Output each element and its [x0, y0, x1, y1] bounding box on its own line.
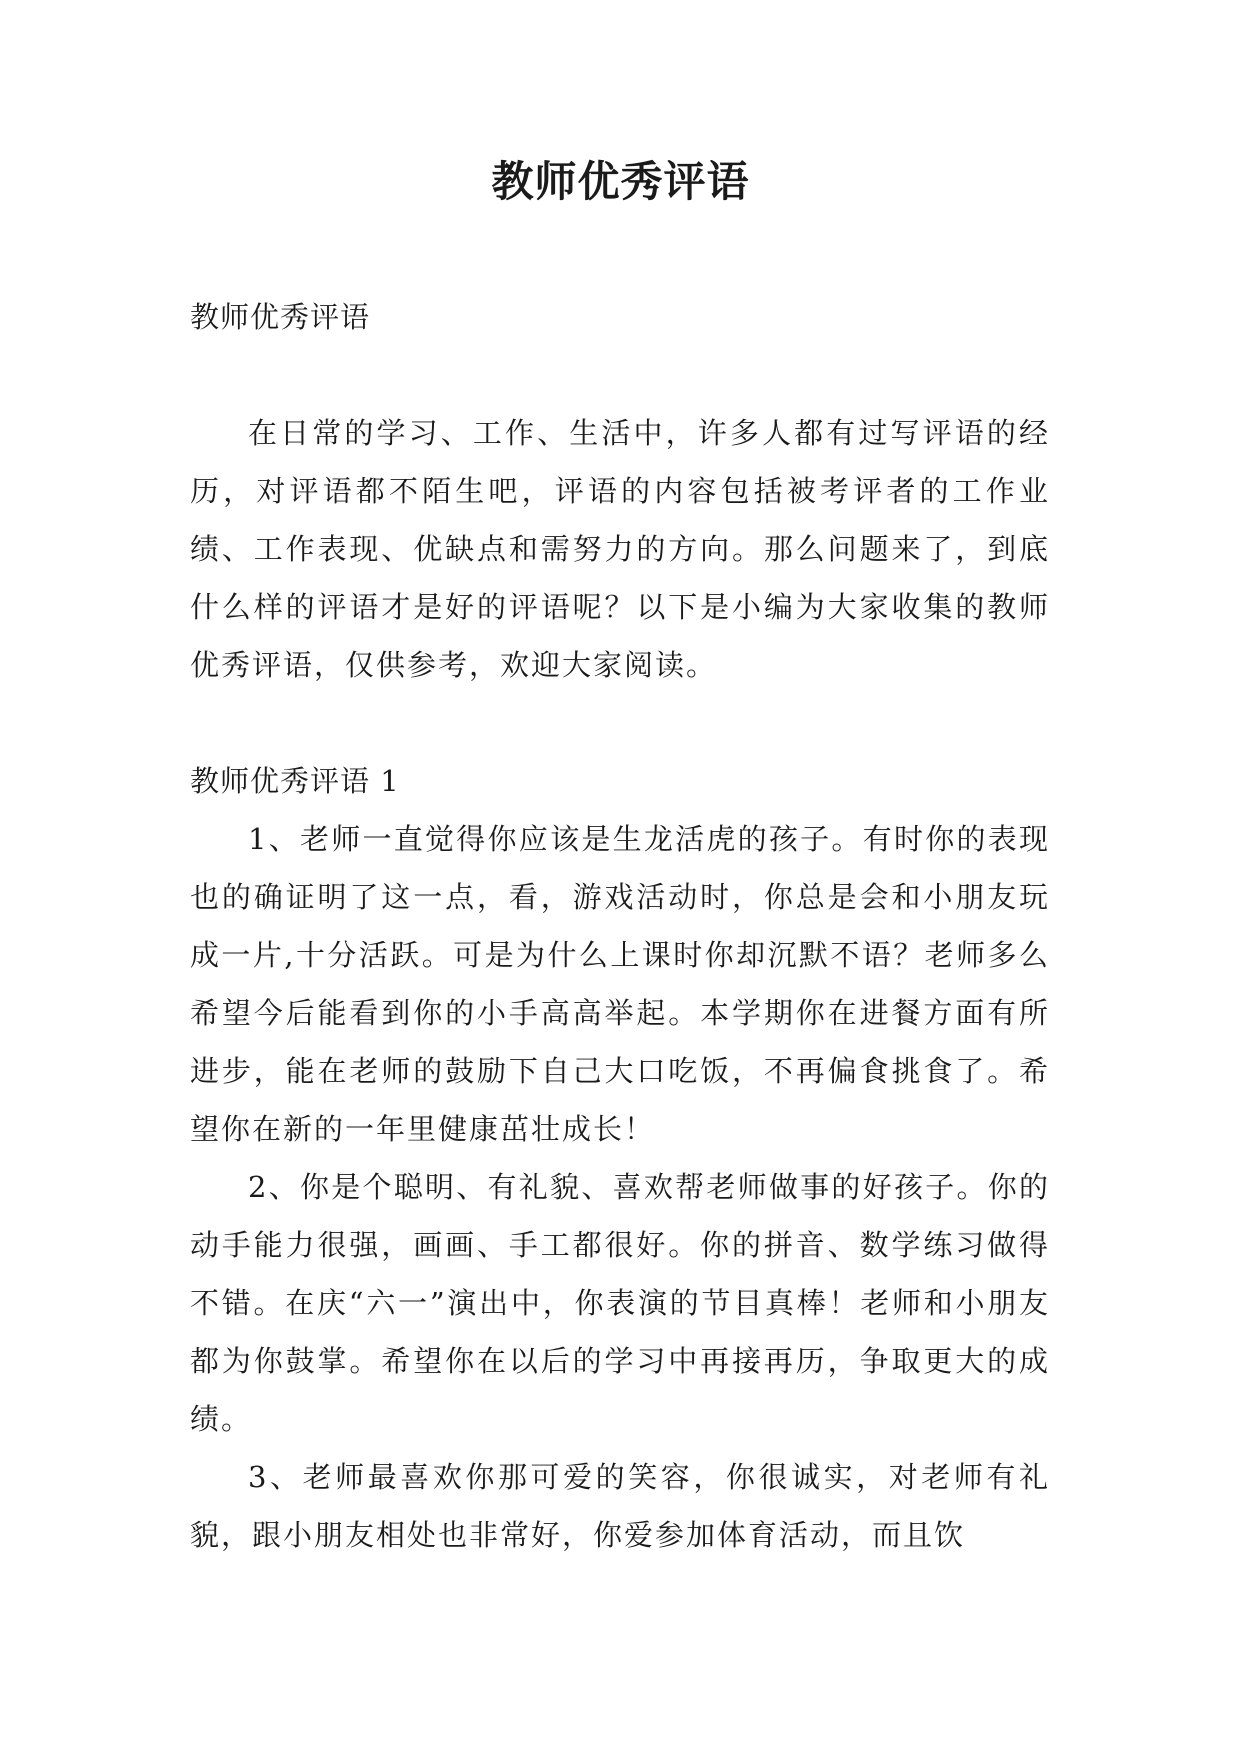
comment-item-3: 3、老师最喜欢你那可爱的笑容，你很诚实，对老师有礼貌，跟小朋友相处也非常好，你爱参加体育活动，而且饮 [190, 1460, 1050, 1552]
document-title: 教师优秀评语 [491, 157, 750, 206]
section-heading: 教师优秀评语 1 [190, 764, 400, 798]
comment-item-1: 1、老师一直觉得你应该是生龙活虎的孩子。有时你的表现也的确证明了这一点，看，游戏活动时，你总是会和小朋友玩成一片,十分活跃。可是为什么上课时你却沉默不语？老师多么希望今后能看到你的小手高高举起。本学期你在进餐方面有所进步，能在老师的鼓励下自己大口吃饭，不再偏食挑食了。希望你在新的一年里健康茁壮成长！ [190, 822, 1050, 1146]
spacer [190, 694, 1050, 752]
document-subtitle: 教师优秀评语 [190, 300, 371, 334]
intro-paragraph: 在日常的学习、工作、生活中，许多人都有过写评语的经历，对评语都不陌生吧，评语的内容包括被考评者的工作业绩、工作表现、优缺点和需努力的方向。那么问题来了，到底什么样的评语才是好的评语呢？以下是小编为大家收集的教师优秀评语，仅供参考，欢迎大家阅读。 [190, 416, 1050, 682]
document-body [190, 288, 1050, 1564]
spacer [190, 346, 1050, 404]
comment-item-2: 2、你是个聪明、有礼貌、喜欢帮老师做事的好孩子。你的动手能力很强，画画、手工都很好。你的拼音、数学练习做得不错。在庆“六一”演出中，你表演的节目真棒！老师和小朋友都为你鼓掌。希望你在以后的学习中再接再历，争取更大的成绩。 [190, 1170, 1050, 1436]
